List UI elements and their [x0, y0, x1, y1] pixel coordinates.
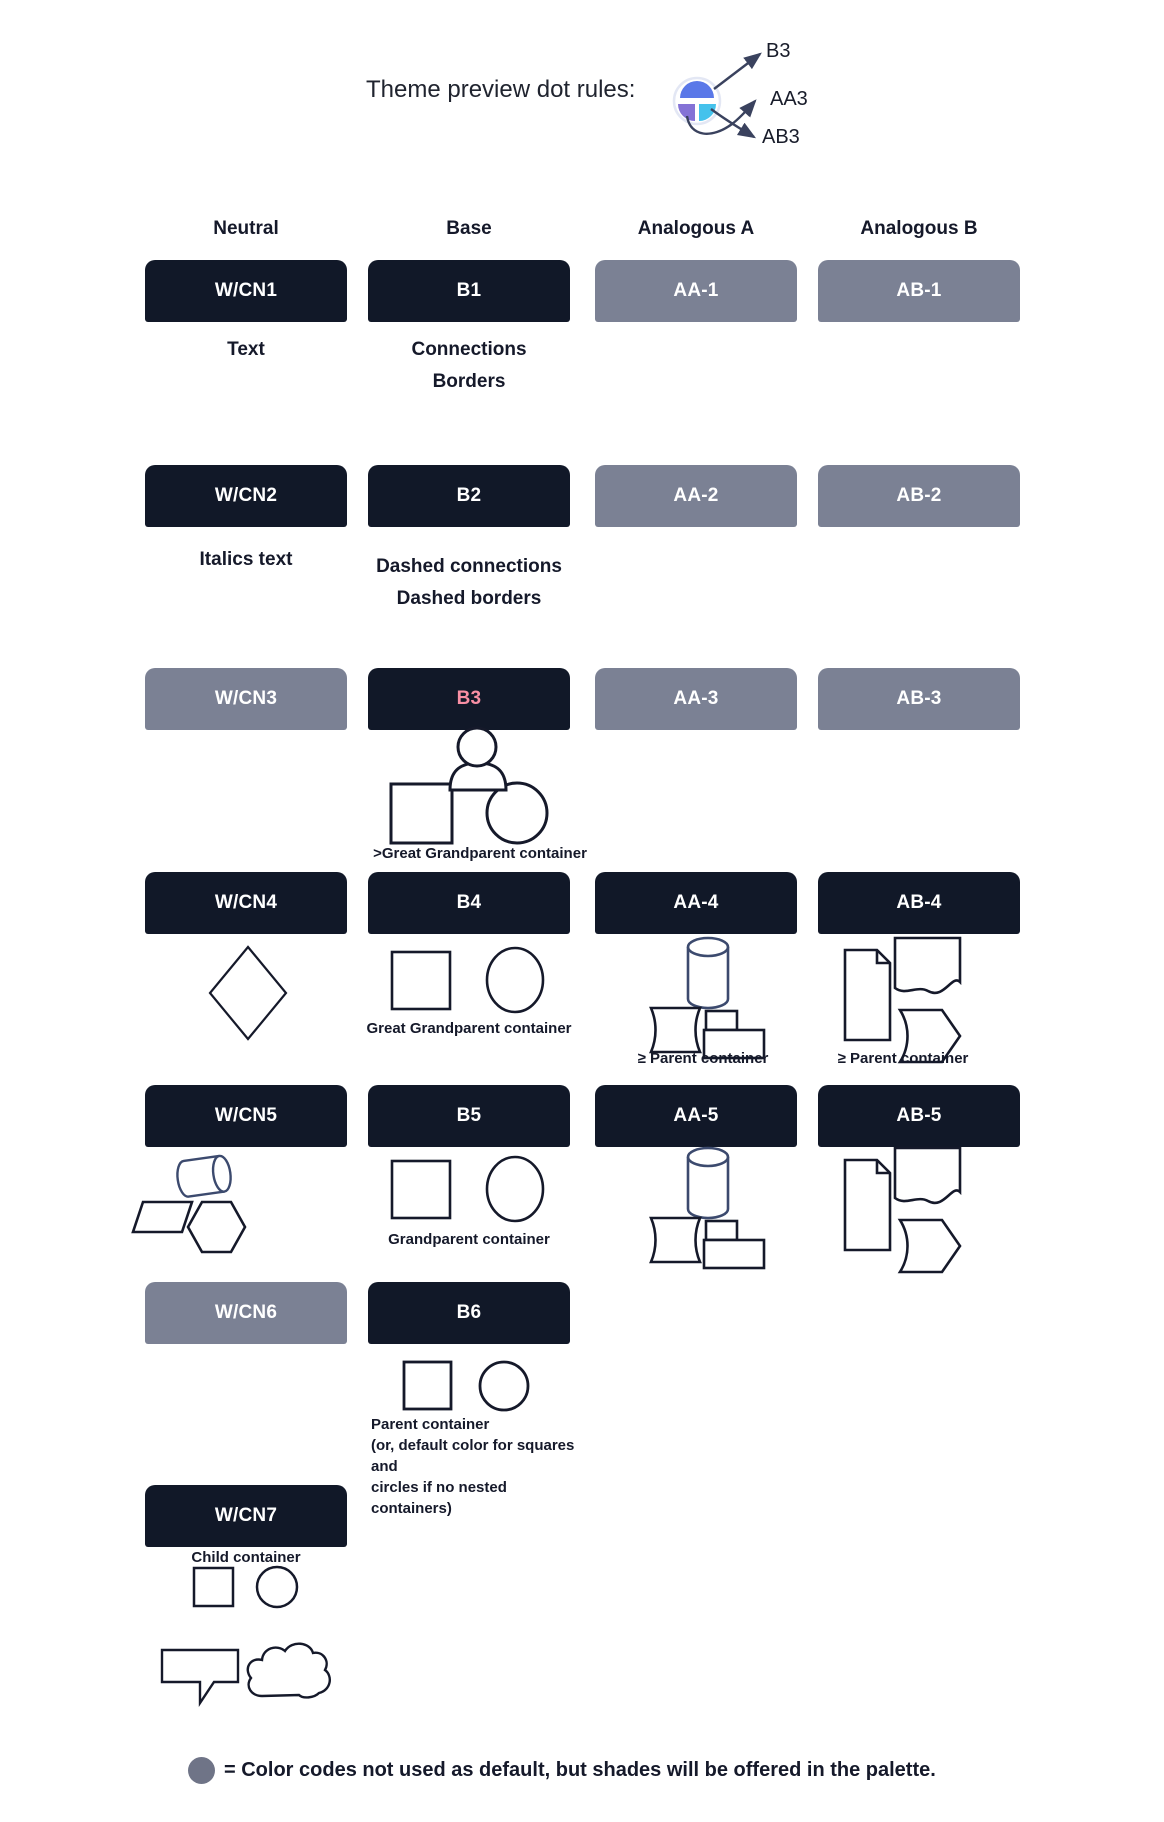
square-shape [404, 1362, 451, 1409]
shape-cluster-aa4 [643, 936, 773, 1062]
swatch-b5: B5 [368, 1085, 570, 1147]
caption-great-grandparent: Great Grandparent container [366, 1020, 572, 1037]
torn-paper-shape [895, 1148, 960, 1203]
arrow-to-b3 [714, 54, 760, 89]
caption-borders: Borders [432, 371, 506, 392]
cylinder-top-rim [688, 1148, 728, 1166]
swatch-wcn2: W/CN2 [145, 465, 347, 527]
swatch-ab3: AB-3 [818, 668, 1020, 730]
diamond-shape [207, 944, 289, 1042]
hexagon-shape [188, 1202, 245, 1252]
square-shape [391, 784, 452, 843]
page-title: Theme preview dot rules: [366, 76, 636, 103]
swatch-aa5: AA-5 [595, 1085, 797, 1147]
swatch-aa4: AA-4 [595, 872, 797, 934]
swatch-wcn1: W/CN1 [145, 260, 347, 322]
swatch-b4: B4 [368, 872, 570, 934]
swatch-wcn3: W/CN3 [145, 668, 347, 730]
square-shape [392, 952, 450, 1009]
cloud-shape [248, 1644, 330, 1698]
column-header-base: Base [446, 218, 492, 239]
swatch-ab5: AB-5 [818, 1085, 1020, 1147]
column-header-neutral: Neutral [213, 218, 279, 239]
speech-bubble-shape [162, 1650, 238, 1703]
card-body-shape [704, 1240, 764, 1268]
caption-italics-text: Italics text [199, 549, 293, 570]
card-tab-shape [706, 1011, 737, 1030]
column-header-analogous-a: Analogous A [637, 218, 755, 239]
swatch-b3: B3 [368, 668, 570, 730]
shape-cluster-wcn7 [192, 1565, 302, 1610]
cylinder-top-rim [688, 938, 728, 956]
shape-cluster-ab4 [840, 936, 975, 1064]
person-head-icon [458, 728, 496, 766]
caption-parent-ab4: ≥ Parent container [837, 1050, 969, 1067]
swatch-b2: B2 [368, 465, 570, 527]
shape-cluster-wcn5 [128, 1150, 258, 1255]
legend-text: = Color codes not used as default, but shades will be offered in the palette. [224, 1759, 936, 1781]
shape-cluster-b5 [390, 1155, 550, 1225]
card-tab-shape [706, 1221, 737, 1240]
swatch-b6: B6 [368, 1282, 570, 1344]
ellipse-shape [487, 948, 543, 1012]
caption-text: Text [227, 339, 265, 360]
column-header-analogous-b: Analogous B [860, 218, 978, 239]
dot-label-b3: B3 [766, 40, 791, 62]
swatch-aa3: AA-3 [595, 668, 797, 730]
swatch-wcn6: W/CN6 [145, 1282, 347, 1344]
square-shape [392, 1161, 450, 1218]
swatch-wcn5: W/CN5 [145, 1085, 347, 1147]
circle-shape [257, 1567, 297, 1607]
caption-connections: Connections [411, 339, 527, 360]
swatch-aa2: AA-2 [595, 465, 797, 527]
parallelogram-shape [133, 1202, 192, 1232]
caption-grandparent: Grandparent container [388, 1231, 550, 1248]
torn-paper-shape [895, 938, 960, 993]
square-shape [194, 1568, 233, 1606]
caption-parent-line3: circles if no nested containers) [371, 1479, 507, 1517]
swatch-aa1: AA-1 [595, 260, 797, 322]
caption-great-grandparent-gt: >Great Grandparent container [373, 845, 587, 862]
swatch-ab1: AB-1 [818, 260, 1020, 322]
caption-parent-line1: Parent container [371, 1416, 490, 1433]
caption-parent-container [371, 1414, 591, 1519]
legend-dot [188, 1757, 215, 1784]
caption-dashed-connections: Dashed connections [376, 556, 562, 577]
caption-parent-aa4: ≥ Parent container [637, 1050, 769, 1067]
shape-cluster-wcn7-extra [156, 1638, 336, 1708]
shape-cluster-b4 [390, 946, 550, 1016]
horizontal-cylinder-shape [175, 1155, 232, 1198]
stored-data-shape [651, 1218, 700, 1262]
caption-parent-line2: (or, default color for squares and [371, 1437, 575, 1475]
swatch-wcn7: W/CN7 [145, 1485, 347, 1547]
swatch-b1: B1 [368, 260, 570, 322]
shape-cluster-ab5 [840, 1146, 975, 1274]
chevron-shape [900, 1220, 960, 1272]
circle-shape [487, 783, 547, 843]
swatch-ab4: AB-4 [818, 872, 1020, 934]
ellipse-shape [487, 1157, 543, 1221]
swatch-wcn4: W/CN4 [145, 872, 347, 934]
caption-child-container: Child container [191, 1549, 301, 1566]
shape-cluster-b6 [402, 1360, 532, 1413]
stored-data-shape [651, 1008, 700, 1052]
shape-cluster-aa5 [643, 1146, 773, 1272]
dot-label-ab3: AB3 [762, 126, 800, 148]
circle-shape [480, 1362, 528, 1410]
swatch-ab2: AB-2 [818, 465, 1020, 527]
caption-dashed-borders: Dashed borders [396, 588, 542, 609]
dot-label-aa3: AA3 [770, 88, 808, 110]
